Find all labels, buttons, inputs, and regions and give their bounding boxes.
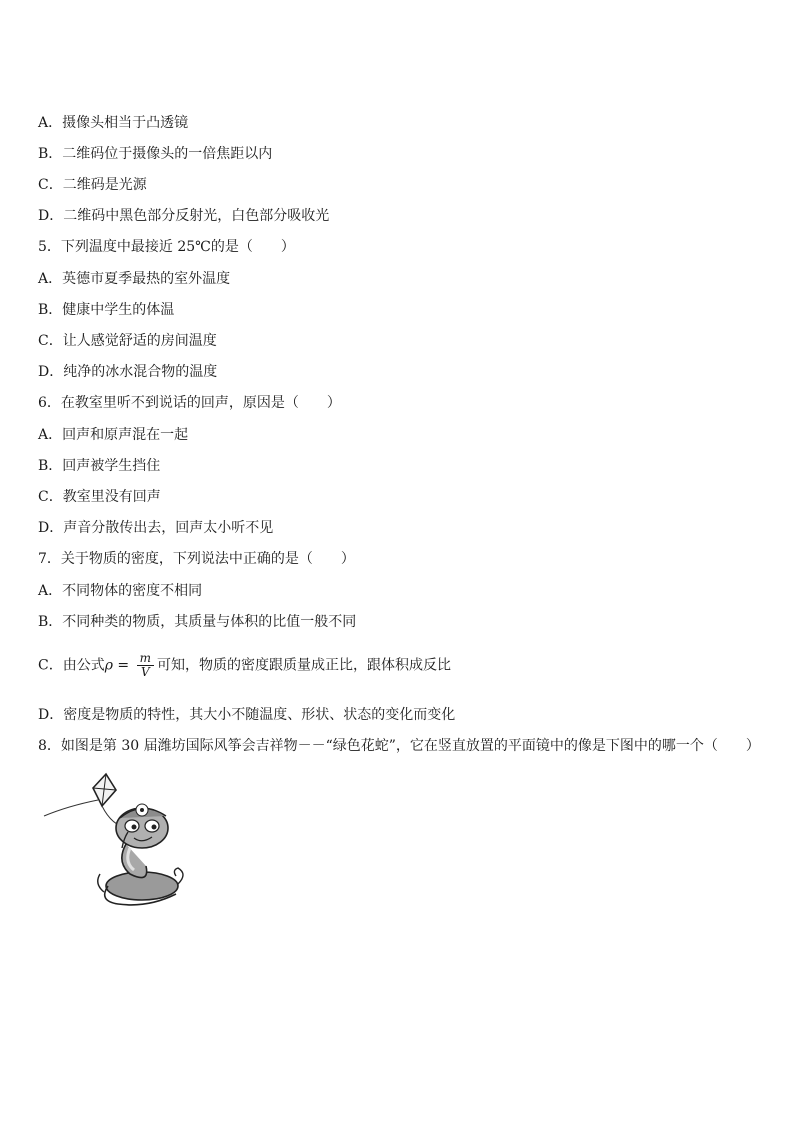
density-symbol: ρ (104, 657, 113, 674)
q7-option-c-suffix: 可知，物质的密度跟质量成正比，跟体积成反比 (156, 657, 451, 674)
q7-option-d: D．密度是物质的特性，其大小不随温度、形状、状态的变化而变化 (38, 707, 456, 723)
density-fraction (137, 652, 154, 679)
q6-option-d: D．声音分散传出去，回声太小听不见 (38, 520, 274, 536)
equals-sign: = (112, 657, 134, 674)
q5-stem: 5．下列温度中最接近 25℃的是（ ） (38, 239, 295, 255)
q7-option-b: B．不同种类的物质，其质量与体积的比值一般不同 (38, 614, 357, 630)
snake-kite-mascot-figure (38, 766, 194, 908)
q7-option-a: A．不同物体的密度不相同 (38, 583, 203, 599)
q6-stem: 6．在教室里听不到说话的回声，原因是（ ） (38, 395, 341, 411)
fraction-numerator: m (137, 652, 154, 666)
q4-option-d: D．二维码中黑色部分反射光，白色部分吸收光 (38, 208, 330, 224)
q6-option-b: B．回声被学生挡住 (38, 458, 161, 474)
q5-option-c: C．让人感觉舒适的房间温度 (38, 333, 217, 349)
q6-option-a: A．回声和原声混在一起 (38, 427, 189, 443)
q7-stem: 7．关于物质的密度，下列说法中正确的是（ ） (38, 551, 355, 567)
q4-option-c: C．二维码是光源 (38, 177, 147, 193)
q8-stem: 8．如图是第 30 届潍坊国际风筝会吉祥物－－“绿色花蛇”，它在竖直放置的平面镜中的像是下图中的哪一个（ ） (38, 738, 760, 754)
q6-option-c: C．教室里没有回声 (38, 489, 161, 505)
q7-option-c (38, 652, 451, 679)
q4-option-a: A．摄像头相当于凸透镜 (38, 115, 189, 131)
kite-icon (44, 774, 128, 828)
q7-option-c-prefix: C．由公式 (38, 657, 105, 674)
q5-option-d: D．纯净的冰水混合物的温度 (38, 364, 218, 380)
q5-option-a: A．英德市夏季最热的室外温度 (38, 271, 231, 287)
fraction-denominator: V (140, 665, 150, 679)
q4-option-b: B．二维码位于摄像头的一倍焦距以内 (38, 146, 273, 162)
q5-option-b: B．健康中学生的体温 (38, 302, 175, 318)
